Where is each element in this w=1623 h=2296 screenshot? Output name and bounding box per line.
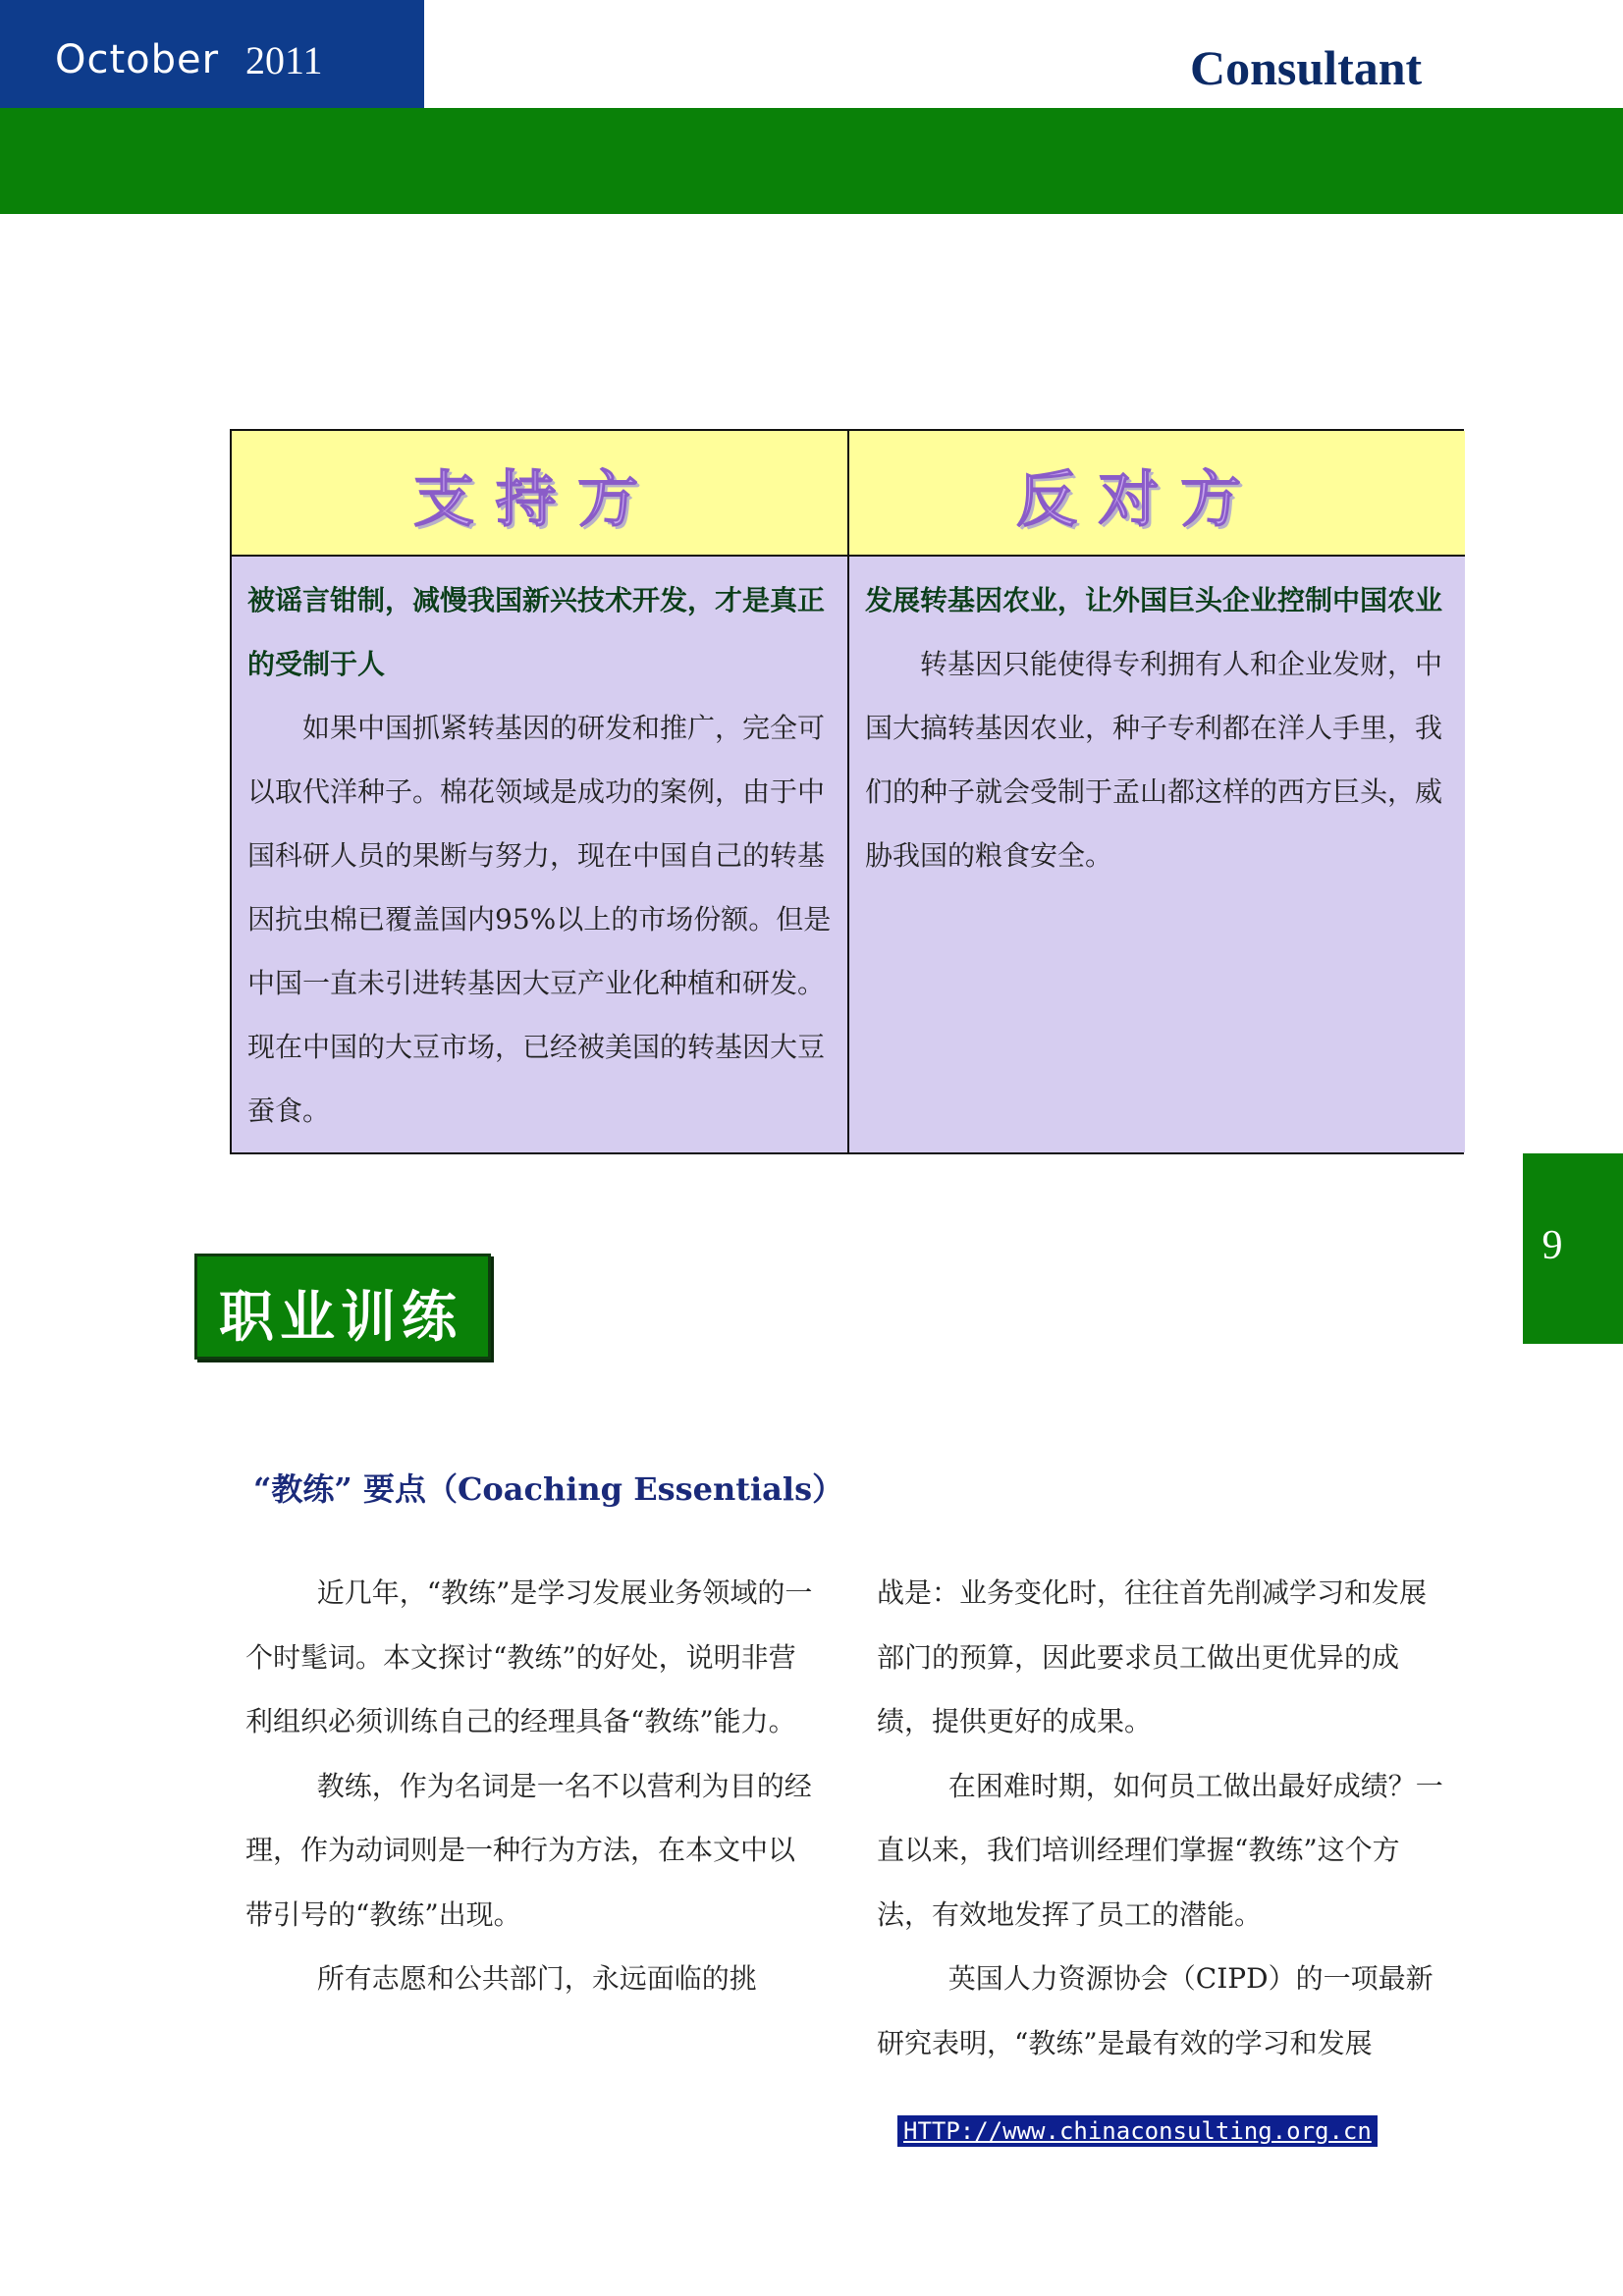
- support-heading: 支 持 方: [413, 463, 639, 535]
- section-label: 职业训练: [219, 1286, 462, 1350]
- oppose-paragraph: 转基因只能使得专利拥有人和企业发财，中国大搞转基因农业，种子专利都在洋人手里，我们的种子就会受制于孟山都这样的西方巨头，威胁我国的粮食安全。: [865, 648, 1443, 872]
- support-column: [232, 431, 847, 1152]
- article-paragraph: 教练，作为名词是一名不以营利为目的经理，作为动词则是一种行为方法，在本文中以带引号的“教练”出现。: [245, 1769, 812, 1931]
- oppose-lead: 发展转基因农业，让外国巨头企业控制中国农业: [865, 584, 1443, 616]
- debate-table: [230, 429, 1464, 1154]
- article-title: “教练” 要点（Coaching Essentials）: [253, 1470, 844, 1508]
- page-number: 9: [1542, 1223, 1563, 1268]
- footer-website-link[interactable]: HTTP://www.chinaconsulting.org.cn: [897, 2115, 1378, 2147]
- support-paragraph: 如果中国抓紧转基因的研发和推广，完全可以取代洋种子。棉花领域是成功的案例，由于中国科研人员的果断与努力，现在中国自己的转基因抗虫棉已覆盖国内95%以上的市场份额。但是中国一直未引进转基因大豆产业化种植和研发。现在中国的大豆市场，已经被美国的转基因大豆蚕食。: [247, 712, 832, 1127]
- issue-month: October: [55, 37, 220, 82]
- support-heading-cell: [232, 431, 847, 557]
- header-green-band: [0, 108, 1623, 214]
- article-paragraph: 近几年，“教练”是学习发展业务领域的一个时髦词。本文探讨“教练”的好处，说明非营利组织必须训练自己的经理具备“教练”能力。: [245, 1576, 813, 1737]
- magazine-title: Consultant: [1190, 40, 1423, 95]
- oppose-heading: 反 对 方: [1016, 463, 1242, 535]
- article-paragraph: 所有志愿和公共部门，永远面临的挑: [316, 1962, 757, 1995]
- support-lead: 被谣言钳制，减慢我国新兴技术开发，才是真正的受制于人: [247, 584, 826, 680]
- article-paragraph: 战是：业务变化时，往往首先削减学习和发展部门的预算，因此要求员工做出更优异的成绩，提供更好的成果。: [877, 1576, 1428, 1737]
- section-label-box: [194, 1254, 491, 1360]
- issue-year: 2011: [245, 38, 323, 82]
- article-column-right: [877, 1561, 1446, 2075]
- article-column-left: [245, 1561, 815, 2011]
- oppose-heading-cell: [849, 431, 1465, 557]
- article-paragraph: 在困难时期，如何员工做出最好成绩？一直以来，我们培训经理们掌握“教练”这个方法，有效地发挥了员工的潜能。: [877, 1769, 1443, 1931]
- oppose-body-cell: [849, 557, 1465, 1152]
- support-body-cell: [232, 557, 847, 1152]
- page-number-tab: [1523, 1153, 1623, 1344]
- oppose-column: [847, 431, 1465, 1152]
- article-paragraph: 英国人力资源协会（CIPD）的一项最新研究表明，“教练”是最有效的学习和发展: [877, 1962, 1434, 2059]
